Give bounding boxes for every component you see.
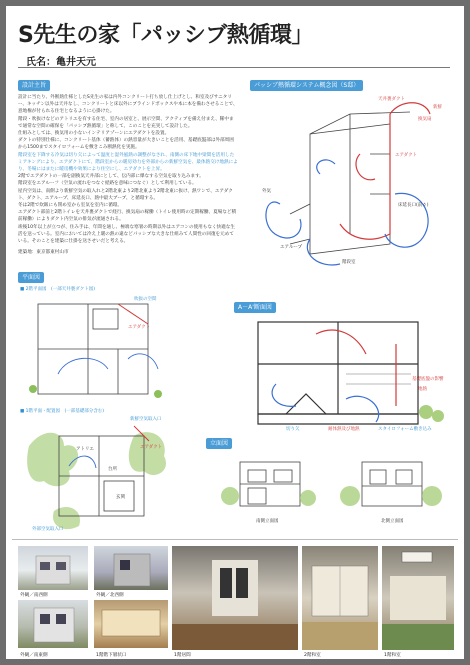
concept-paragraph: 階段・吹抜けなどのアトリエを有する住宅、室内の居室と、展示空間、アクティブを備え付まえ、稀中まで通常な空間の確保を「パッシブ熱循環」と称して、このことを充実して設計した。 (18, 116, 234, 129)
photo-caption: 2階和室 (304, 653, 321, 658)
label-top-duct: 天井裏ダクト (378, 97, 405, 102)
label-styro: スタイロフォーム敷き込み (378, 427, 432, 432)
photo-caption: 外観／北西側 (96, 593, 124, 598)
concept-paragraph: 屋内空気は、南側より新鮮空気の取入れと2階北東より2階北東より2階北東に抜け、熱ワンで、エアダクト、ダクト、エアループ、床延長口、熱中最大ブーブ、と循環する。 (18, 188, 233, 201)
label-heat: 地熱 (418, 387, 427, 392)
label-slab: 耐体熱及び地熱 (328, 427, 360, 432)
system-header: パッシブ熱循環システム概念図（S邸） (250, 80, 363, 91)
label-air-duct: エアダクト (395, 153, 418, 158)
concept-paragraph: 階段室を下降する冷気は切り欠によって温度と湿外風熱の調整がなされ、南側の床下地中梁間を活用したミアキングにより、エアダクトにて、階段室からの暖房効力を外部からの新鮮空気を、最体熱交け地熱により、冬場にはまたに暖房機や効果により住空にし、エアダクトを上昇。 (18, 152, 238, 173)
concept-header: 設計主旨 (18, 80, 50, 91)
section-diagram (246, 314, 456, 436)
label-new-air: 新鮮 (433, 105, 442, 110)
divider (12, 539, 458, 540)
concept-paragraph: 階段室をエアルーフ（空気の流れをつなぐ経路を意味につなぐ）として利用している。 (18, 181, 197, 187)
label-trench: 切り欠 (286, 427, 300, 432)
photo-caption: 1階居間 (174, 653, 191, 658)
concept-text (18, 94, 238, 256)
plan-header: 平面図 (18, 272, 44, 283)
photo-exterior-se (18, 600, 88, 648)
label-air-duct-2f: エアダクト (128, 325, 151, 330)
elevation-header: 立面図 (206, 438, 232, 449)
photo-living (172, 546, 298, 650)
label-kitchen: 台所 (108, 467, 117, 472)
concept-paragraph: 仕組みとしては、換気用の小ないインテリアゾーンにエアダクトを設置。 (18, 131, 170, 137)
name-row (18, 50, 450, 68)
photo-stair-vent (94, 600, 168, 648)
poster-title: S先生の家「パッシブ熱循環」 (18, 23, 313, 48)
plan-1f-label: ■ 1階平面・配置図 (一部基礎部分含む) (20, 409, 105, 414)
label-stair: 階段室 (342, 260, 356, 265)
photo-caption: 外観／南西側 (20, 593, 48, 598)
poster (6, 6, 464, 659)
concept-paragraph: 竣後10年以上が立つが、住み手は、年間を通し、極端な寒暑の時期以外はエアコンの使用もなく快適な生活を送っている。室内においては冷え上暖の熱の違などパッシブな大きな仕組みて人間性の回復を元めている。そのことを建築に仕掛を送させいだと考える。 (18, 224, 235, 245)
author-name: 氏名：亀井天元 (26, 57, 96, 68)
label-air-duct-1f: エアダクト (140, 445, 163, 450)
concept-paragraph: ダクトの特別仕様に、コンクリート基体（蓄熱体）の熱容量が大きいことを活用、基礎底盤部は外部周囲から1500までスタイロフォームを敷きこみ断熱化を実施。 (18, 138, 234, 151)
label-pipe: 基礎底盤の影響 (412, 377, 444, 382)
label-upper-void: 吹抜の空間 (134, 297, 157, 302)
label-atrium: アトリエ (76, 447, 94, 452)
photo-2f-washitsu (302, 546, 378, 650)
photo-exterior-sw (18, 546, 88, 590)
plan-2f-label: ■ 2階平面図 (一部天井裏ダクト図) (20, 287, 96, 292)
system-diagram (250, 94, 452, 280)
label-shoe: 外部空気取入口 (32, 527, 64, 532)
photo-caption: 外観／南東側 (20, 653, 48, 658)
elevation-south (220, 452, 318, 516)
elevation-north (336, 452, 446, 516)
label-new-air-1f: 新鮮空気取入口 (130, 417, 162, 422)
floor-plan-2f (28, 294, 176, 404)
elevation-north-caption: 北側立面図 (381, 519, 404, 524)
photo-caption: 1階和室 (384, 653, 401, 658)
label-outside: 外気 (262, 189, 271, 194)
floor-plan-1f (24, 416, 174, 536)
label-air-loop: エアループ (280, 245, 303, 250)
location-text: 建築地：東京都東村山市 (18, 250, 69, 256)
label-fan: 換気扇 (418, 117, 432, 122)
concept-paragraph: 2階でエアダクトの一部を副換気天井部にとして、伝内部に爆なする空気を取り込みます。 (18, 174, 204, 180)
section-header: A－A'断面図 (234, 302, 276, 313)
photo-caption: 1階階下層状口 (96, 653, 127, 658)
elevation-south-caption: 南側立面図 (256, 519, 279, 524)
concept-paragraph: 設計に当たり、外断熱仕様としたS先生の家は内外コンクリート打ち放し仕上げとし、和室及びサニタリー、キッチン以外は天井なし、コンクリートと床以外にブラインドボックスや本に本を備わさせることで、意地権が付られる住宅となるように心掛けた。 (18, 95, 238, 115)
label-entry: 玄関 (116, 495, 125, 500)
concept-paragraph: エアダクト部前と2階トイレを天井裏ダクトで経行、換気扇の稼働（トイレ使用時の定期稼働、夏場など積前稼働）によりダクト内空気の排気が流通される。 (18, 210, 237, 223)
concept-paragraph: 冬は2階で炊飯にも閉め室から室気を室内に循環。 (18, 203, 122, 209)
label-floor-vent: 床延長口(前々) (398, 203, 429, 208)
photo-1f-washitsu (382, 546, 454, 650)
photo-exterior-nw (94, 546, 168, 590)
